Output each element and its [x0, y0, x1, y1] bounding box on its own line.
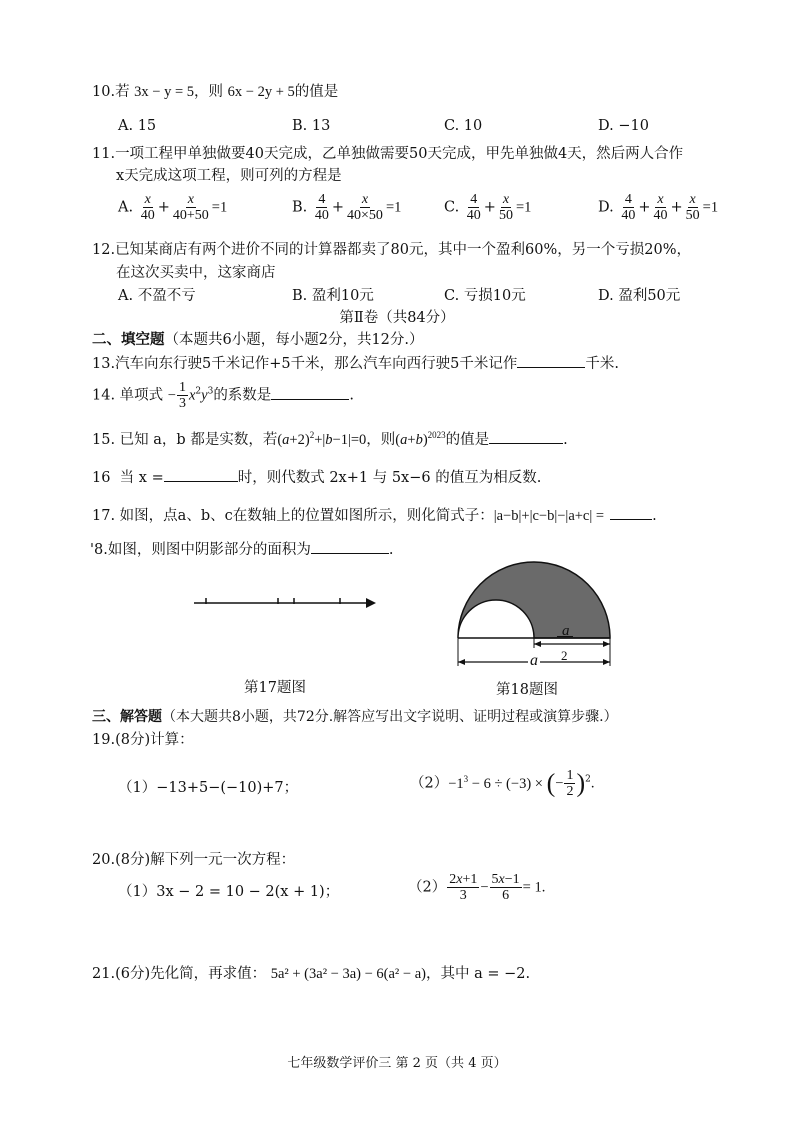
fig17-caption: 第17题图 [244, 680, 306, 696]
q19-part2: $(2)-1^3 - 6 \div (-3)$ × (− $\frac{1}{2}$ )$^2$. [410, 768, 595, 799]
number-line-figure [190, 590, 390, 620]
section2-heading: 二、填空题（本题共6小题，每小题2分，共12分.） [92, 331, 424, 348]
q20-part2: （2） $\frac{2x+1}{3}$ − $\frac{5x-1}{6}$ = 1. [408, 872, 546, 903]
fig18-caption: 第18题图 [496, 682, 558, 698]
q14: 14. 单项式 − $\frac{1}{3}$ $x^2y^3$的系数是 . [92, 380, 354, 411]
label-half-numerator: a [562, 623, 570, 639]
q11-option-c: C. $\frac{4}{40}$ + $\frac{x}{50}$ =1 [444, 192, 532, 223]
q12-option-c: C. 亏损10元 [444, 288, 526, 304]
q12-line1: 12.已知某商店有两个进价不同的计算器都卖了80元，其中一个盈利60%，另一个亏损20%， [92, 242, 691, 258]
q10-stem: 10.若 3x − y = 5，则 6x − 2y + 5的值是 [92, 84, 339, 100]
q20-head: 20.(8分)解下列一元一次方程： [92, 852, 296, 868]
label-half-denominator: 2 [561, 648, 568, 663]
page-footer: 七年级数学评价三 第 2 页（共 4 页） [287, 1056, 507, 1071]
q11-option-a: A. $\frac{x}{40}$ + $\frac{x}{40+50}$ =1 [118, 192, 228, 223]
q19-part1: （1）−13+5−(−10)+7； [118, 780, 299, 796]
q10-option-d: D. −10 [598, 118, 649, 134]
part2-title: 第Ⅱ卷（共84分） [339, 310, 455, 326]
section3-heading: 三、解答题（本大题共8小题，共72分.解答应写出文字说明、证明过程或演算步骤.） [92, 709, 618, 725]
q10-option-b: B. 13 [292, 118, 331, 134]
q19-head: 19.(8分)计算： [92, 732, 194, 748]
q15: 15. 已知 a，b 都是实数，若$(a+2)^2+|b-1|=0$，则$(a+b)^{2023}$的值是 . [92, 430, 568, 448]
q13: 13.汽车向东行驶5千米记作+5千米，那么汽车向西行驶5千米记作 千米. [92, 352, 619, 373]
shaded-region [458, 562, 610, 638]
q11-line1: 11.一项工程甲单独做要40天完成，乙单独做需要50天完成，甲先单独做4天，然后两人合作 [92, 146, 684, 162]
q12-line2: 在这次买卖中，这家商店 [116, 265, 276, 281]
q21: 21.(6分)先化简，再求值： 5a² + (3a² − 3a) − 6(a² − a)，其中 a = −2. [92, 966, 531, 982]
q11-line2: x天完成这项工程，则可列的方程是 [116, 168, 342, 184]
q11-option-b: B. $\frac{4}{40}$ + $\frac{x}{40\times 50}$ =1 [292, 192, 402, 223]
q17: 17. 如图，点a、b、c在数轴上的位置如图所示，则化简式子：|a−b|+|c−b|−|a+c| = . [92, 504, 657, 525]
q10-option-c: C. 10 [444, 118, 483, 134]
q10-option-a: A. 15 [118, 118, 157, 134]
q18: '8.如图，则图中阴影部分的面积为 . [90, 538, 393, 559]
label-full: a [530, 652, 538, 669]
q12-option-b: B. 盈利10元 [292, 288, 374, 304]
q11-option-d: D. $\frac{4}{40}$ + $\frac{x}{40}$ + $\frac{x}{50}$ =1 [598, 192, 719, 223]
q12-option-a: A. 不盈不亏 [118, 288, 196, 304]
q16: 16 当 x = 时，则代数式 2x+1 与 5x−6 的值互为相反数. [92, 466, 541, 487]
number-line-arrow [366, 598, 376, 608]
q12-option-d: D. 盈利50元 [598, 288, 681, 304]
q20-part1: （1）3x − 2 = 10 − 2(x + 1)； [118, 884, 340, 900]
